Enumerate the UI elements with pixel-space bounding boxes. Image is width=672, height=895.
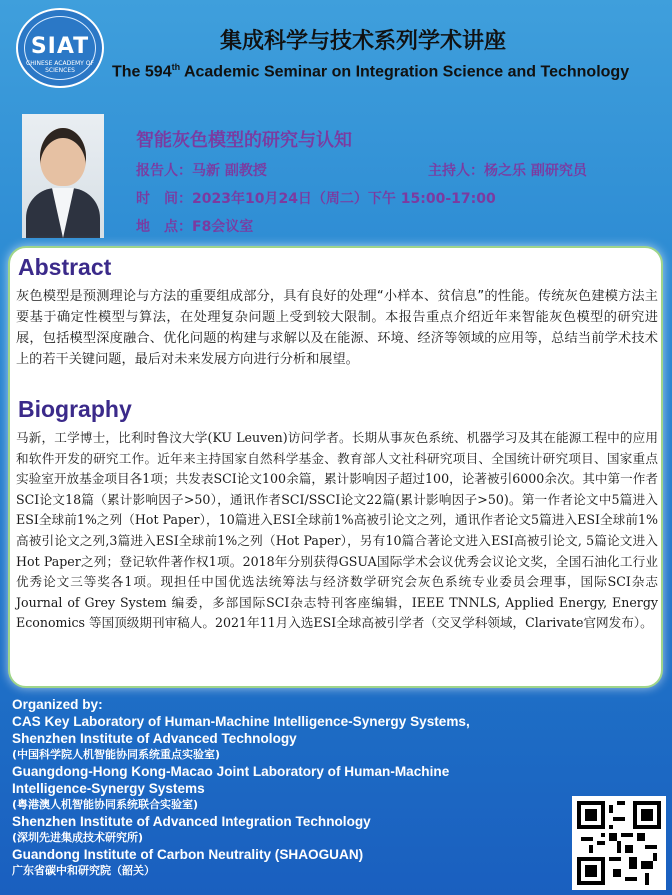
seminar-title-cn: 集成科学与技术系列学术讲座 (220, 29, 507, 54)
time-line: 时 间：2023年10月24日（周二）下午 15:00-17:00 (136, 191, 496, 207)
organizer-line: Intelligence-Synergy Systems (12, 781, 205, 796)
seminar-title-en-suffix: Academic Seminar on Integration Science and Technology (180, 63, 630, 81)
seminar-title-en-prefix: The 594 (112, 63, 172, 81)
venue-line: 地 点：F8会议室 (136, 219, 254, 235)
organizer-line-cn: (中国科学院人机智能协同系统重点实验室) (12, 748, 221, 761)
host-line: 主持人：杨之乐 副研究员 (428, 163, 587, 179)
organizer-line: CAS Key Laboratory of Human-Machine Intelligence-Synergy Systems, (12, 714, 470, 729)
organizers-heading: Organized by: (12, 697, 103, 712)
abstract-heading: Abstract (18, 254, 112, 280)
abstract-text: 灰色模型是预测理论与方法的重要组成部分，具有良好的处理“小样本、贫信息”的性能。传统灰色建模方法主要基于确定性模型与算法，在处理复杂问题上受到较大限制。本报告重点介绍近年来智能灰色模型的研究进展，包括模型深度融合、优化问题的构建与求解以及在能源、环境、经济等领域的应用等，总结当前学术技术上的若干关键问题，最后对未来发展方向进行分析和展望。 (16, 289, 658, 367)
qr-code-icon (572, 796, 666, 890)
organizer-line-cn: 广东省碳中和研究院（韶关） (12, 864, 155, 877)
organizers-block (12, 696, 552, 879)
content-panel (8, 246, 663, 688)
organizer-line-cn: (粤港澳人机智能协同系统联合实验室) (12, 798, 199, 811)
photo-head (40, 128, 86, 186)
speaker-photo (22, 114, 104, 238)
organizer-line: Shenzhen Institute of Advanced Technology (12, 731, 297, 746)
siat-logo-icon (16, 8, 104, 88)
seminar-title-en-sup: th (171, 62, 181, 72)
logo-subtext: CHINESE ACADEMY OF SCIENCES (26, 60, 94, 74)
organizer-line: Guangdong-Hong Kong-Macao Joint Laboratory of Human-Machine (12, 764, 450, 779)
speaker-line: 报告人：马新 副教授 (136, 163, 267, 179)
talk-title: 智能灰色模型的研究与认知 (136, 130, 352, 151)
organizer-line: Guandong Institute of Carbon Neutrality (SHAOGUAN) (12, 847, 364, 862)
logo-text: SIAT (30, 34, 90, 59)
organizer-line-cn: (深圳先进集成技术研究所) (12, 831, 144, 844)
organizer-line: Shenzhen Institute of Advanced Integration Technology (12, 814, 371, 829)
qr-code-graphic (577, 801, 661, 885)
biography-text: 马新，工学博士，比利时鲁汶大学(KU Leuven)访问学者。长期从事灰色系统、机器学习及其在能源工程中的应用和软件开发的研究工作。近年来主持国家自然科学基金、教育部人文社科研究项目、全国统计研究项目、国家重点实验室开放基金项目各1项；共发表SCI论文100余篇，累计影响因子超过100，论著被引6000余次。其中第一作者SCI论文18篇（累计影响因子>50），通讯作者SCI/SSCI论文22篇(累计影响因子>50)。第一作者论文中5篇进入ESI全球前1%之列（Hot Paper），10篇进入ESI全球前1%高被引论文之列，通讯作者论文5篇进入ESI全球前1%高被引论文之列,3篇进入ESI全球前1%之列（Hot Paper），另有10篇合著论文进入ESI高被引论文, 5篇论文进入Hot Paper之列；登记软件著作权1项。2018年分别获得GSUA国际学术会议优秀会议论文奖，全国石油化工行业优秀论文三等奖各1项。现担任中国优选法统筹法与经济数学研究会灰色系统专业委员会理事，国际SCI杂志 Journal of Grey System 编委，多部国际SCI杂志特刊客座编辑，IEEE TNNLS, Applied Energy, Energy Economics 等国顶级期刊审稿人。2021年11月入选ESI全球高被引学者（交叉学科领域，Clarivate官网发布）。 (16, 430, 659, 631)
seminar-title-en (112, 62, 662, 81)
biography-heading: Biography (18, 396, 132, 422)
